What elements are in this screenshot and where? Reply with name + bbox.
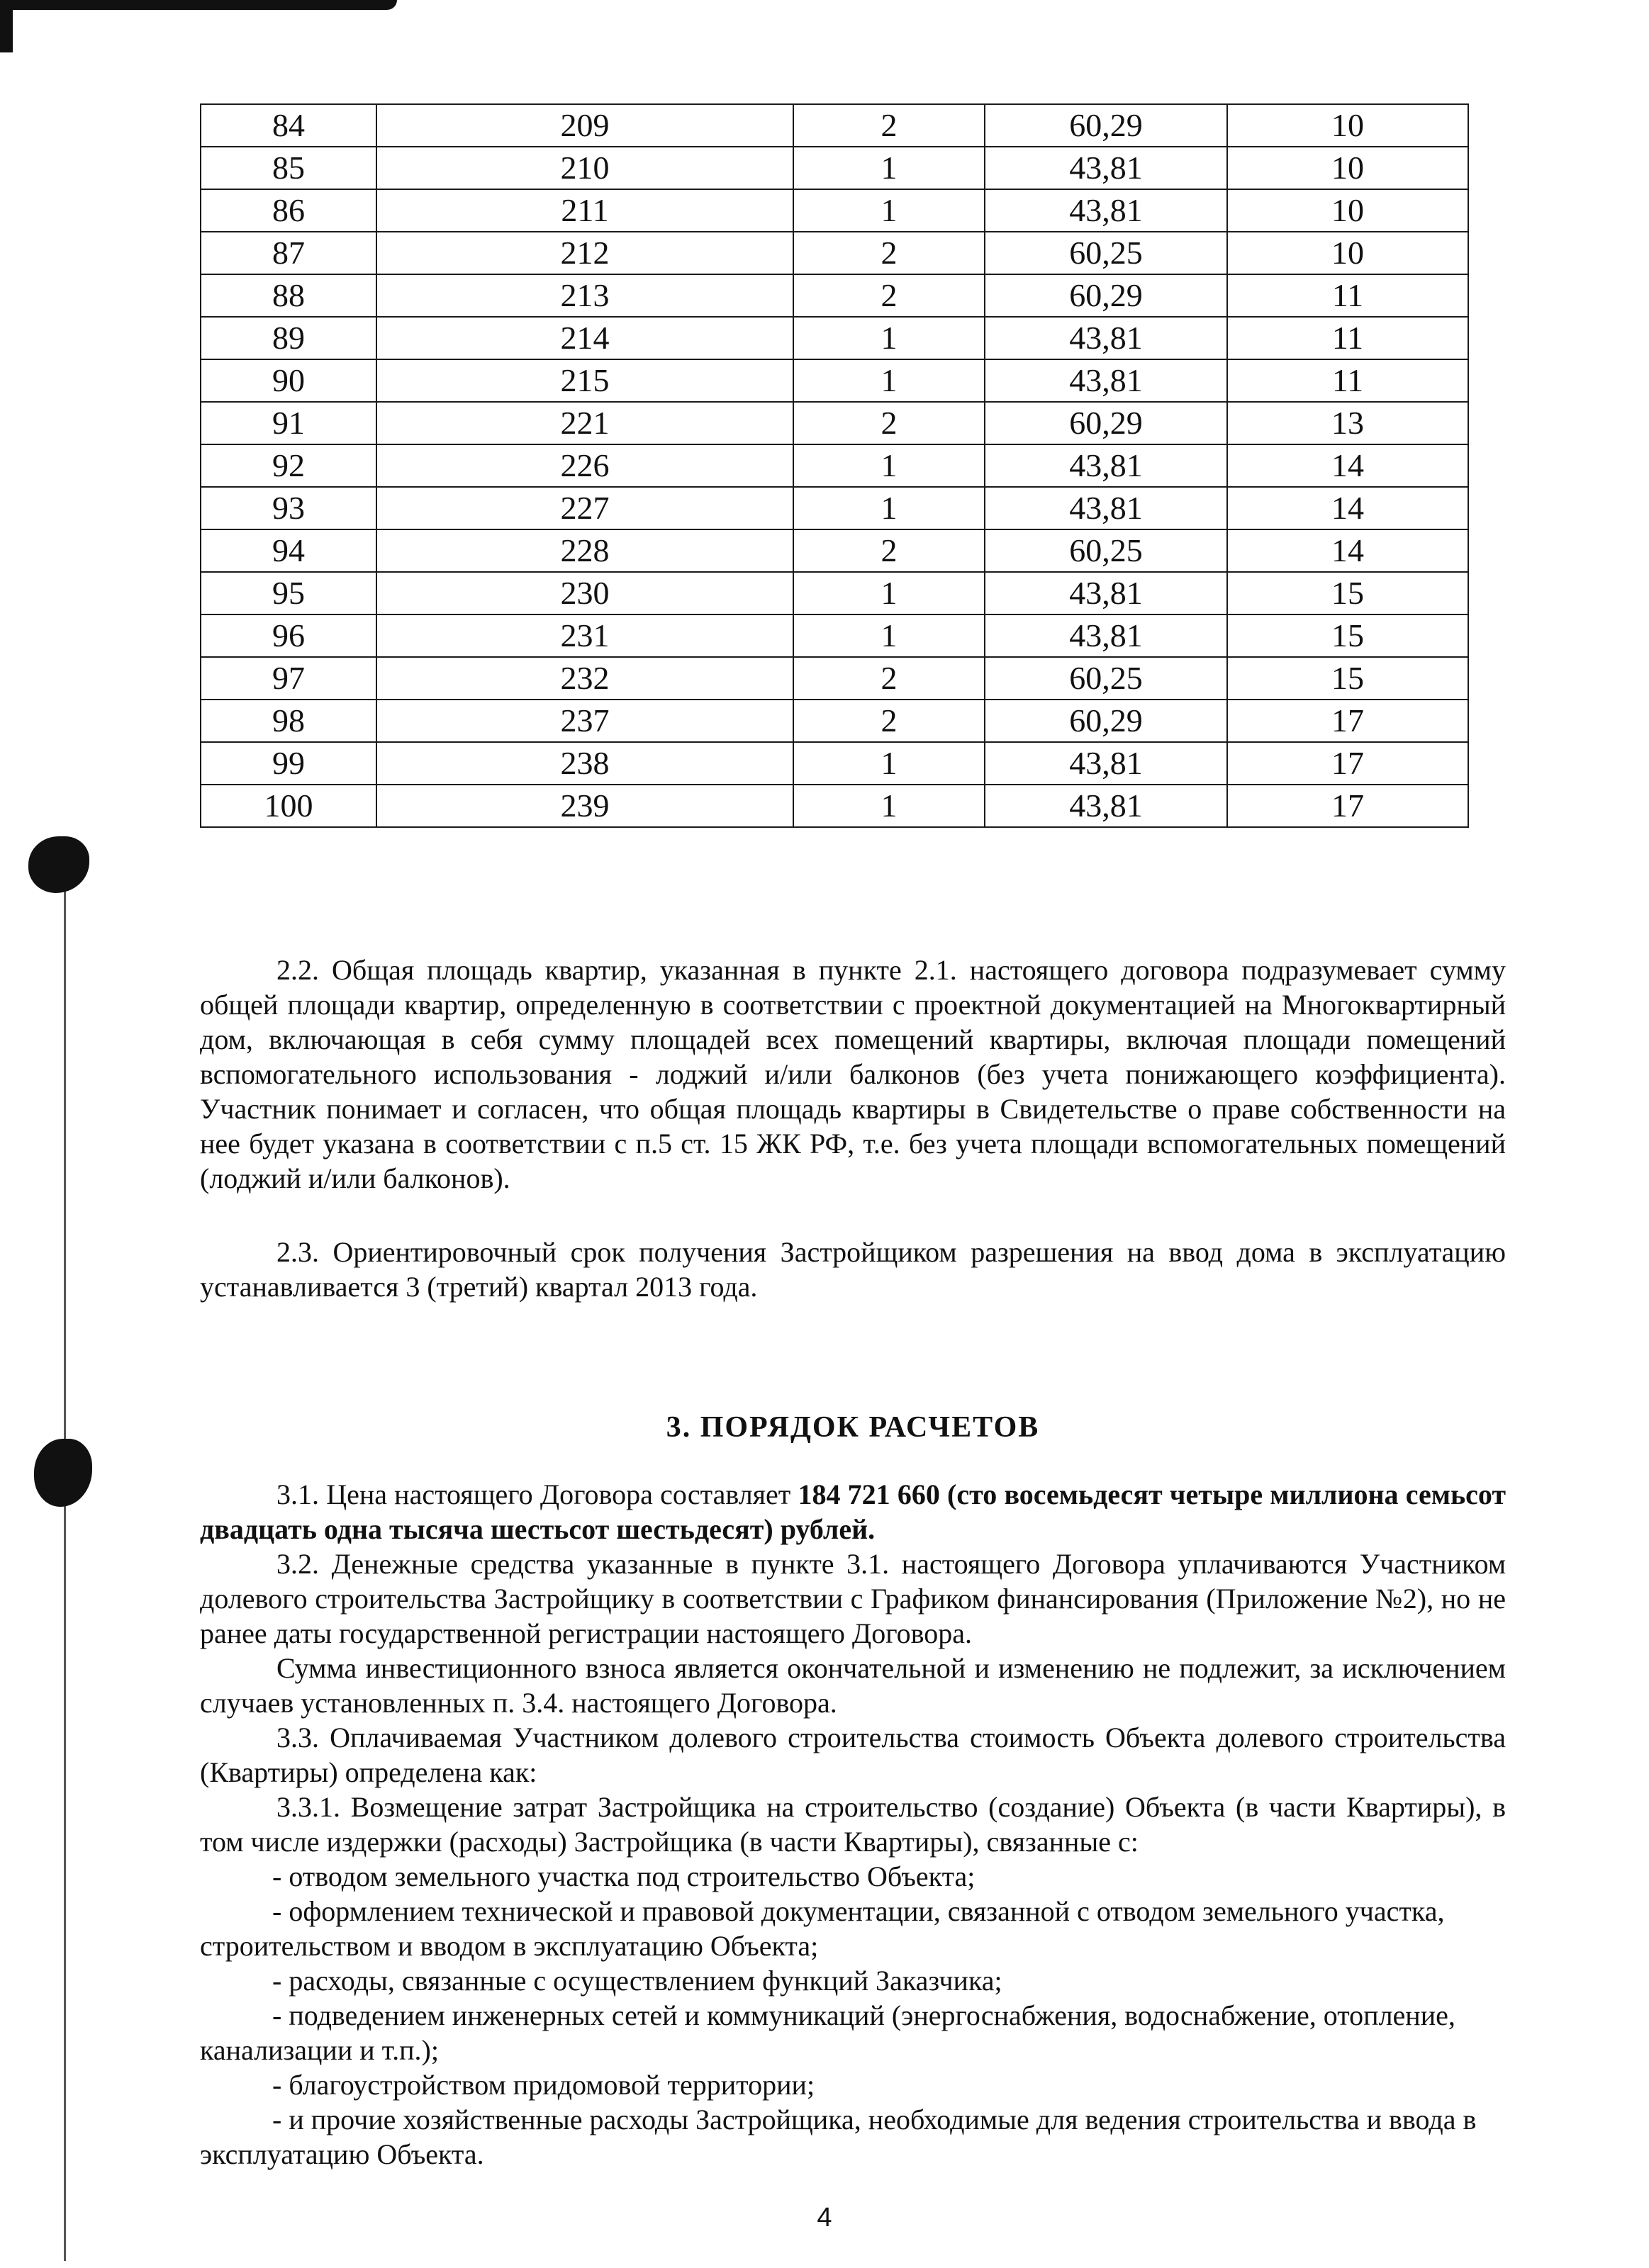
section-3-title: 3. ПОРЯДОК РАСЧЕТОВ bbox=[666, 1411, 1040, 1444]
table-cell: 1 bbox=[793, 359, 985, 402]
expense-items-list bbox=[200, 1859, 1506, 2172]
table-row bbox=[201, 742, 1468, 785]
table-row bbox=[201, 614, 1468, 657]
clause-3-3-1: 3.3.1. Возмещение затрат Застройщика на строительство (создание) Объекта (в части Квартиры), в том числе издержки (расходы) Застройщика (в части Квартиры), связанные с: bbox=[200, 1791, 1506, 1858]
table-cell: 13 bbox=[1227, 402, 1468, 444]
expense-item: - благоустройством придомовой территории; bbox=[272, 2069, 815, 2101]
expense-item: - и прочие хозяйственные расходы Застройщика, необходимые для ведения строительства и ввода в эксплуатацию Объекта. bbox=[200, 2104, 1477, 2170]
table-cell: 94 bbox=[201, 529, 376, 572]
punch-hole-lower bbox=[34, 1439, 92, 1507]
table-row bbox=[201, 359, 1468, 402]
apartments-table-body bbox=[201, 104, 1468, 827]
table-cell: 1 bbox=[793, 487, 985, 529]
clause-2-2: 2.2. Общая площадь квартир, указанная в пункте 2.1. настоящего договора подразумевает сумму общей площади квартир, определенную в соответствии с проектной документацией на Многоквартирный дом, включающая в себя сумму площадей всех помещений квартиры, включая площади помещений вспомогательного использования - лоджий и/или балконов (без учета понижающего коэффициента). Участник понимает и согласен, что общая площадь квартиры в Свидетельстве о праве собственности на нее будет указана в соответствии с п.5 ст. 15 ЖК РФ, т.е. без учета площади вспомогательных помещений (лоджий и/или балконов). bbox=[200, 954, 1506, 1194]
table-cell: 212 bbox=[376, 232, 793, 274]
table-cell: 11 bbox=[1227, 317, 1468, 359]
clause-3-1 bbox=[200, 1477, 1506, 1546]
table-cell: 43,81 bbox=[985, 359, 1227, 402]
table-cell: 15 bbox=[1227, 614, 1468, 657]
table-cell: 15 bbox=[1227, 572, 1468, 614]
table-cell: 90 bbox=[201, 359, 376, 402]
table-cell: 17 bbox=[1227, 785, 1468, 827]
table-cell: 210 bbox=[376, 147, 793, 189]
clause-2-3: 2.3. Ориентировочный срок получения Застройщиком разрешения на ввод дома в эксплуатацию устанавливается 3 (третий) квартал 2013 года. bbox=[200, 1236, 1506, 1303]
table-cell: 227 bbox=[376, 487, 793, 529]
table-row bbox=[201, 104, 1468, 147]
table-cell: 213 bbox=[376, 274, 793, 317]
table-row bbox=[201, 402, 1468, 444]
table-cell: 60,25 bbox=[985, 529, 1227, 572]
table-cell: 89 bbox=[201, 317, 376, 359]
table-cell: 1 bbox=[793, 614, 985, 657]
table-cell: 17 bbox=[1227, 742, 1468, 785]
expense-item: - расходы, связанные с осуществлением функций Заказчика; bbox=[272, 1965, 1002, 1997]
table-cell: 1 bbox=[793, 317, 985, 359]
table-cell: 88 bbox=[201, 274, 376, 317]
table-row bbox=[201, 317, 1468, 359]
table-cell: 1 bbox=[793, 147, 985, 189]
table-cell: 14 bbox=[1227, 487, 1468, 529]
table-cell: 2 bbox=[793, 700, 985, 742]
table-row bbox=[201, 487, 1468, 529]
table-cell: 60,29 bbox=[985, 104, 1227, 147]
table-cell: 100 bbox=[201, 785, 376, 827]
table-row bbox=[201, 785, 1468, 827]
table-cell: 2 bbox=[793, 274, 985, 317]
expense-item: - отводом земельного участка под строительство Объекта; bbox=[272, 1860, 976, 1892]
table-cell: 84 bbox=[201, 104, 376, 147]
table-row bbox=[201, 444, 1468, 487]
table-cell: 239 bbox=[376, 785, 793, 827]
table-cell: 43,81 bbox=[985, 487, 1227, 529]
table-row bbox=[201, 572, 1468, 614]
apartments-table bbox=[200, 103, 1469, 828]
table-cell: 232 bbox=[376, 657, 793, 700]
table-cell: 15 bbox=[1227, 657, 1468, 700]
table-cell: 221 bbox=[376, 402, 793, 444]
table-row bbox=[201, 147, 1468, 189]
table-cell: 91 bbox=[201, 402, 376, 444]
table-cell: 43,81 bbox=[985, 614, 1227, 657]
table-cell: 60,29 bbox=[985, 274, 1227, 317]
table-row bbox=[201, 274, 1468, 317]
table-cell: 214 bbox=[376, 317, 793, 359]
table-cell: 86 bbox=[201, 189, 376, 232]
table-cell: 60,29 bbox=[985, 402, 1227, 444]
table-cell: 43,81 bbox=[985, 317, 1227, 359]
table-cell: 43,81 bbox=[985, 572, 1227, 614]
table-cell: 43,81 bbox=[985, 147, 1227, 189]
table-cell: 43,81 bbox=[985, 189, 1227, 232]
expense-item: - оформлением технической и правовой документации, связанной с отводом земельного участка, строительством и вводом в эксплуатацию Объекта; bbox=[200, 1895, 1445, 1962]
table-cell: 226 bbox=[376, 444, 793, 487]
table-cell: 95 bbox=[201, 572, 376, 614]
table-cell: 17 bbox=[1227, 700, 1468, 742]
scan-mark-top bbox=[0, 0, 397, 10]
table-cell: 2 bbox=[793, 657, 985, 700]
table-cell: 209 bbox=[376, 104, 793, 147]
expense-item: - подведением инженерных сетей и коммуникаций (энергоснабжения, водоснабжение, отопление, канализации и т.п.); bbox=[200, 1999, 1455, 2066]
table-cell: 92 bbox=[201, 444, 376, 487]
clause-3-2: 3.2. Денежные средства указанные в пункте 3.1. настоящего Договора уплачиваются Участником долевого строительства Застройщику в соответствии с Графиком финансирования (Приложение №2), но не ранее даты государственной регистрации настоящего Договора. bbox=[200, 1548, 1506, 1649]
table-cell: 230 bbox=[376, 572, 793, 614]
table-cell: 93 bbox=[201, 487, 376, 529]
table-cell: 231 bbox=[376, 614, 793, 657]
table-cell: 60,25 bbox=[985, 232, 1227, 274]
table-cell: 43,81 bbox=[985, 785, 1227, 827]
table-cell: 1 bbox=[793, 572, 985, 614]
table-cell: 43,81 bbox=[985, 444, 1227, 487]
clause-3-3: 3.3. Оплачиваемая Участником долевого строительства стоимость Объекта долевого строительства (Квартиры) определена как: bbox=[200, 1722, 1506, 1788]
table-cell: 98 bbox=[201, 700, 376, 742]
table-cell: 2 bbox=[793, 529, 985, 572]
table-cell: 237 bbox=[376, 700, 793, 742]
clause-3-1-price: 184 721 660 (сто восемьдесят четыре миллиона семьсот двадцать одна тысяча шестьсот шестьдесят) рублей. bbox=[200, 1478, 1507, 1545]
table-cell: 238 bbox=[376, 742, 793, 785]
table-cell: 215 bbox=[376, 359, 793, 402]
table-cell: 1 bbox=[793, 785, 985, 827]
table-cell: 60,25 bbox=[985, 657, 1227, 700]
section-3-body bbox=[200, 1477, 1506, 2172]
table-row bbox=[201, 232, 1468, 274]
table-cell: 228 bbox=[376, 529, 793, 572]
table-row bbox=[201, 657, 1468, 700]
table-row bbox=[201, 529, 1468, 572]
table-cell: 2 bbox=[793, 104, 985, 147]
table-cell: 10 bbox=[1227, 147, 1468, 189]
table-cell: 1 bbox=[793, 742, 985, 785]
table-cell: 10 bbox=[1227, 104, 1468, 147]
table-cell: 97 bbox=[201, 657, 376, 700]
table-cell: 11 bbox=[1227, 274, 1468, 317]
clause-2-3-block bbox=[200, 1235, 1506, 1304]
table-cell: 211 bbox=[376, 189, 793, 232]
clause-3-1-prefix: 3.1. Цена настоящего Договора составляет bbox=[276, 1478, 798, 1510]
table-cell: 2 bbox=[793, 232, 985, 274]
table-cell: 43,81 bbox=[985, 742, 1227, 785]
table-cell: 10 bbox=[1227, 189, 1468, 232]
table-cell: 1 bbox=[793, 444, 985, 487]
table-cell: 1 bbox=[793, 189, 985, 232]
table-cell: 11 bbox=[1227, 359, 1468, 402]
table-cell: 60,29 bbox=[985, 700, 1227, 742]
table-cell: 10 bbox=[1227, 232, 1468, 274]
page-number: 4 bbox=[817, 2203, 832, 2233]
table-cell: 14 bbox=[1227, 444, 1468, 487]
table-cell: 2 bbox=[793, 402, 985, 444]
table-row bbox=[201, 700, 1468, 742]
punch-hole-upper bbox=[28, 836, 89, 893]
table-cell: 14 bbox=[1227, 529, 1468, 572]
table-cell: 96 bbox=[201, 614, 376, 657]
table-cell: 99 bbox=[201, 742, 376, 785]
table-cell: 85 bbox=[201, 147, 376, 189]
binding-line bbox=[64, 872, 66, 2261]
table-cell: 87 bbox=[201, 232, 376, 274]
table-row bbox=[201, 189, 1468, 232]
clause-2-2-block bbox=[200, 953, 1506, 1196]
clause-3-2-note: Сумма инвестиционного взноса является окончательной и изменению не подлежит, за исключением случаев установленных п. 3.4. настоящего Договора. bbox=[200, 1652, 1506, 1719]
